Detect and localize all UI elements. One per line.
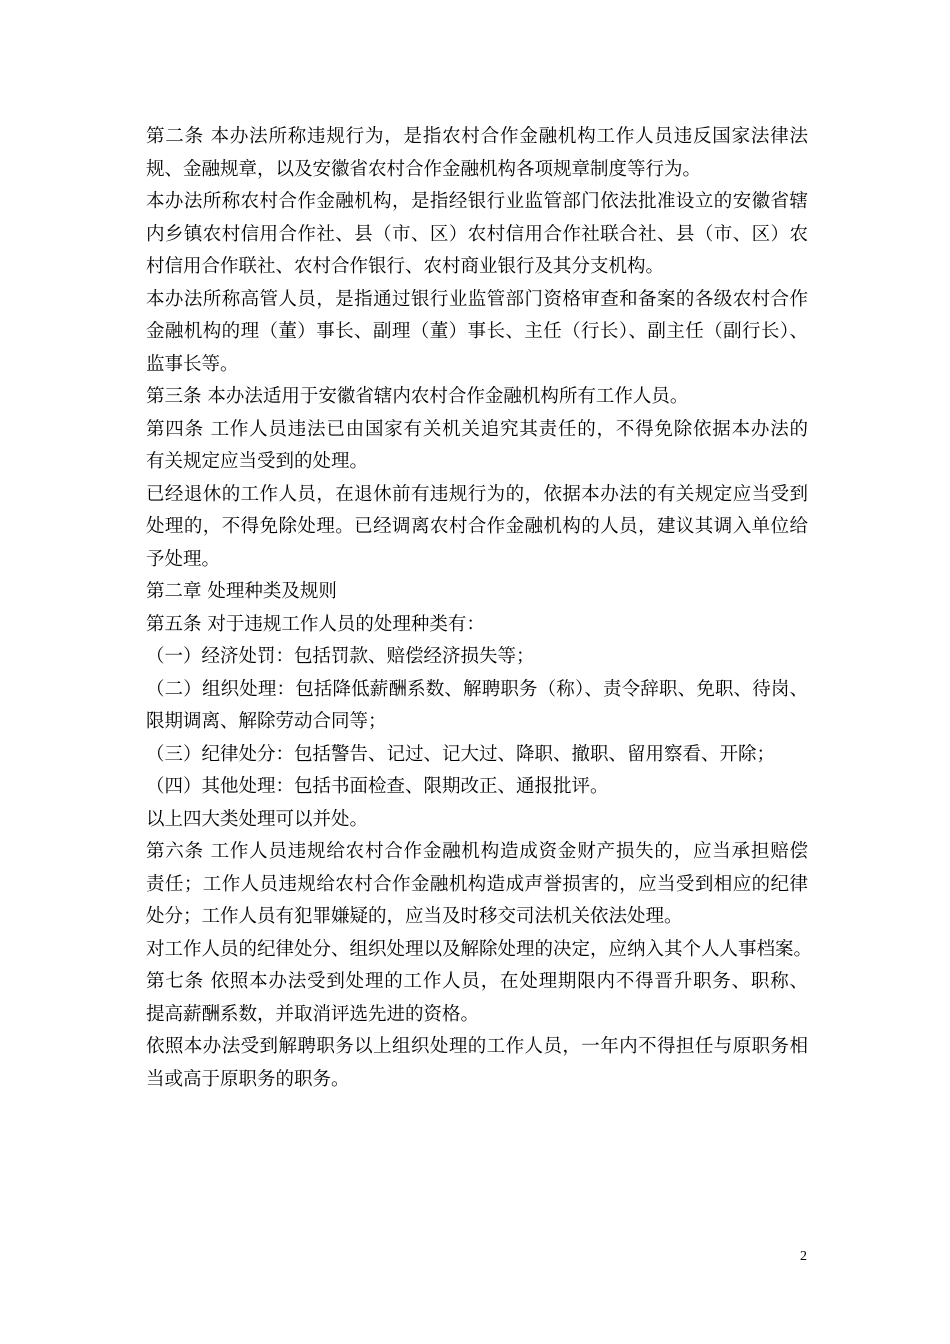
document-body bbox=[146, 121, 813, 1096]
text-line: 处理的，不得免除处理。已经调离农村合作金融机构的人员，建议其调入单位给 bbox=[146, 516, 808, 537]
text-line: 监事长等。 bbox=[146, 353, 239, 375]
text-line: 第七条 依照本办法受到处理的工作人员，在处理期限内不得晋升职务、职称、 bbox=[146, 971, 808, 992]
text-line: （四）其他处理：包括书面检查、限期改正、通报批评。 bbox=[146, 776, 609, 797]
text-line: 第四条 工作人员违法已由国家有关机关追究其责任的，不得免除依据本办法的 bbox=[146, 418, 808, 440]
text-line: （三）纪律处分：包括警告、记过、记大过、降职、撤职、留用察看、开除； bbox=[146, 743, 776, 765]
page-number: 2 bbox=[800, 1249, 807, 1264]
text-line: 第二条 本办法所称违规行为，是指农村合作金融机构工作人员违反国家法律法 bbox=[146, 126, 808, 147]
text-line: 规、金融规章，以及安徽省农村合作金融机构各项规章制度等行为。 bbox=[146, 158, 702, 180]
text-line: 限期调离、解除劳动合同等； bbox=[146, 711, 387, 732]
text-line: 提高薪酬系数，并取消评选先进的资格。 bbox=[146, 1003, 480, 1025]
text-line: 村信用合作联社、农村合作银行、农村商业银行及其分支机构。 bbox=[146, 256, 665, 277]
text-line: 处分；工作人员有犯罪嫌疑的，应当及时移交司法机关依法处理。 bbox=[146, 906, 683, 927]
text-line: 第五条 对于违规工作人员的处理种类有： bbox=[146, 613, 485, 635]
text-line: 对工作人员的纪律处分、组织处理以及解除处理的决定，应纳入其个人人事档案。 bbox=[146, 938, 813, 960]
text-line: 责任；工作人员违规给农村合作金融机构造成声誉损害的，应当受到相应的纪律 bbox=[146, 873, 808, 895]
text-line: （二）组织处理：包括降低薪酬系数、解聘职务（称）、责令辞职、免职、待岗、 bbox=[146, 678, 808, 700]
text-line: （一）经济处罚：包括罚款、赔偿经济损失等； bbox=[146, 646, 535, 667]
text-line: 内乡镇农村信用合作社、县（市、区）农村信用合作社联合社、县（市、区）农 bbox=[146, 223, 808, 245]
text-line: 有关规定应当受到的处理。 bbox=[146, 451, 369, 472]
text-line: 第二章 处理种类及规则 bbox=[146, 581, 337, 602]
text-line: 第三条 本办法适用于安徽省辖内农村合作金融机构所有工作人员。 bbox=[146, 386, 689, 407]
text-line: 本办法所称农村合作金融机构，是指经银行业监管部门依法批准设立的安徽省辖 bbox=[146, 191, 808, 212]
text-line: 本办法所称高管人员，是指通过银行业监管部门资格审查和备案的各级农村合作 bbox=[146, 288, 808, 310]
text-line: 第六条 工作人员违规给农村合作金融机构造成资金财产损失的，应当承担赔偿 bbox=[146, 841, 808, 862]
text-line: 当或高于原职务的职务。 bbox=[146, 1068, 350, 1090]
text-line: 以上四大类处理可以并处。 bbox=[146, 808, 369, 830]
text-line: 依照本办法受到解聘职务以上组织处理的工作人员，一年内不得担任与原职务相 bbox=[146, 1036, 808, 1057]
text-line: 已经退休的工作人员，在退休前有违规行为的，依据本办法的有关规定应当受到 bbox=[146, 483, 808, 505]
text-line: 金融机构的理（董）事长、副理（董）事长、主任（行长）、副主任（副行长）、 bbox=[146, 321, 808, 342]
text-line: 予处理。 bbox=[146, 548, 221, 570]
